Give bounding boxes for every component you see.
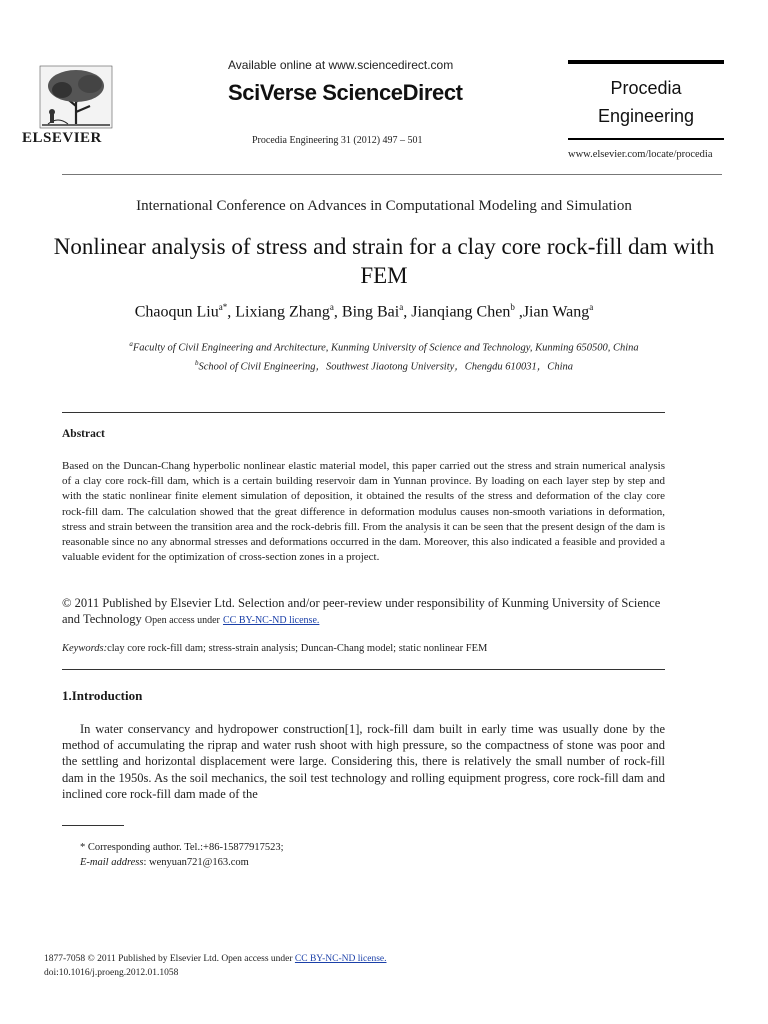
email-footnote — [80, 857, 249, 868]
author-4: Jianqiang Chen — [411, 303, 511, 321]
author-3: Bing Bai — [341, 303, 400, 321]
abstract-top-rule — [62, 412, 665, 413]
affiliation-b-sup: b — [195, 358, 199, 367]
affiliation-a-sup: a — [129, 340, 133, 348]
header-divider — [62, 174, 722, 175]
affiliation-a-text: Faculty of Civil Engineering and Architecture, Kunming University of Science and Technology, Kunming 650500, China — [132, 342, 639, 354]
keywords-text: clay core rock-fill dam; stress-strain analysis; Duncan-Chang model; static nonlinear FEM — [107, 643, 488, 654]
email-address[interactable]: : wenyuan721@163.com — [143, 857, 249, 868]
footer-license-link[interactable]: CC BY-NC-ND license. — [294, 954, 387, 964]
author-1-sup: a* — [218, 302, 228, 312]
author-5-sup: a — [589, 302, 594, 312]
affiliation-b-text: School of Civil Engineering，Southwest Jiaotong University，Chengdu 610031，China — [198, 361, 573, 372]
available-online-text: Available online at www.sciencedirect.com — [228, 58, 454, 72]
email-label: E-mail address — [80, 857, 144, 868]
issn-text: 1877-7058 © 2011 Published by Elsevier Ltd. Open access under — [44, 954, 293, 964]
affiliations — [0, 337, 768, 374]
copyright-statement — [62, 596, 665, 628]
author-3-sup: a — [399, 302, 404, 312]
journal-name — [568, 74, 724, 130]
copyright-text: © 2011 Published by Elsevier Ltd. Selection and/or peer-review under responsibility of Kunming University of Science and Technology — [62, 596, 661, 626]
author-1: Chaoqun Liu — [134, 303, 219, 321]
author-separator: , — [333, 303, 342, 321]
article-title: Nonlinear analysis of stress and strain for a clay core rock-fill dam with FEM — [53, 234, 715, 288]
introduction-heading: 1.Introduction — [62, 688, 143, 703]
corresponding-author-footnote: * Corresponding author. Tel.:+86-15877917523; — [80, 842, 284, 853]
doi-line[interactable]: doi:10.1016/j.proeng.2012.01.1058 — [44, 968, 179, 978]
open-access-text: Open access under — [144, 614, 220, 626]
author-2: Lixiang Zhang — [235, 303, 330, 321]
issn-line — [44, 954, 387, 964]
author-list — [0, 302, 728, 321]
affiliation-b — [0, 356, 768, 375]
license-link[interactable]: CC BY-NC-ND license. — [223, 614, 320, 626]
journal-reference: Procedia Engineering 31 (2012) 497 – 501 — [252, 135, 423, 146]
author-separator: , — [403, 303, 412, 321]
abstract-text: Based on the Duncan-Chang hyperbolic nonlinear elastic material model, this paper carried out the stress and strain numerical analysis of a clay core rock-fill dam, which is a certain building reservoir dam in Yunnan province. By loading on each layer step by step and with the static nonlinear finite element simulation of deposition, it obtained the results of the stress and deformation of the clay core rock-fill dam. The calculation showed that the great difference in deformation modulus causes non-smooth variations in deformation, stress and strain between the transition area and the rock-debris fill. From the analysis it can be seen that the present design of the dam is reasonable since no any abnormal stresses and deformations occurred in the dam. Moreover, this also indicated a feasible and provided a valuable evident for the optimization of cross-section zones in a project. — [62, 460, 665, 564]
keywords-label: Keywords: — [62, 643, 108, 654]
author-4-sup: b — [510, 302, 515, 312]
journal-url[interactable]: www.elsevier.com/locate/procedia — [568, 149, 713, 160]
author-5: Jian Wang — [522, 303, 590, 321]
keywords — [62, 643, 665, 654]
publisher-name: ELSEVIER — [22, 130, 102, 146]
abstract-bottom-rule — [62, 669, 665, 670]
conference-name: International Conference on Advances in Computational Modeling and Simulation — [136, 198, 632, 214]
sciverse-brand: SciVerse ScienceDirect — [228, 80, 463, 105]
journal-name-line1: Procedia — [610, 78, 682, 98]
abstract-heading: Abstract — [62, 428, 105, 440]
footnote-divider — [62, 825, 124, 826]
journal-name-line2: Engineering — [597, 106, 695, 126]
author-2-sup: a — [329, 302, 334, 312]
author-separator: , — [514, 303, 523, 321]
author-separator: , — [227, 303, 236, 321]
introduction-text: In water conservancy and hydropower construction[1], rock-fill dam built in early time was usually done by the method of accumulating the riprap and water rush shoot with high pressure, so the compactness of stone was poor and the settling and horizontal displacement were large. Considering this, there is relatively the small number of rock-fill dam in the 1950s. As the soil mechanics, the soil test technology and rolling equipment progress, core rock-fill dam and inclined core rock-fill dam made of the — [62, 722, 665, 801]
affiliation-a — [0, 337, 768, 356]
